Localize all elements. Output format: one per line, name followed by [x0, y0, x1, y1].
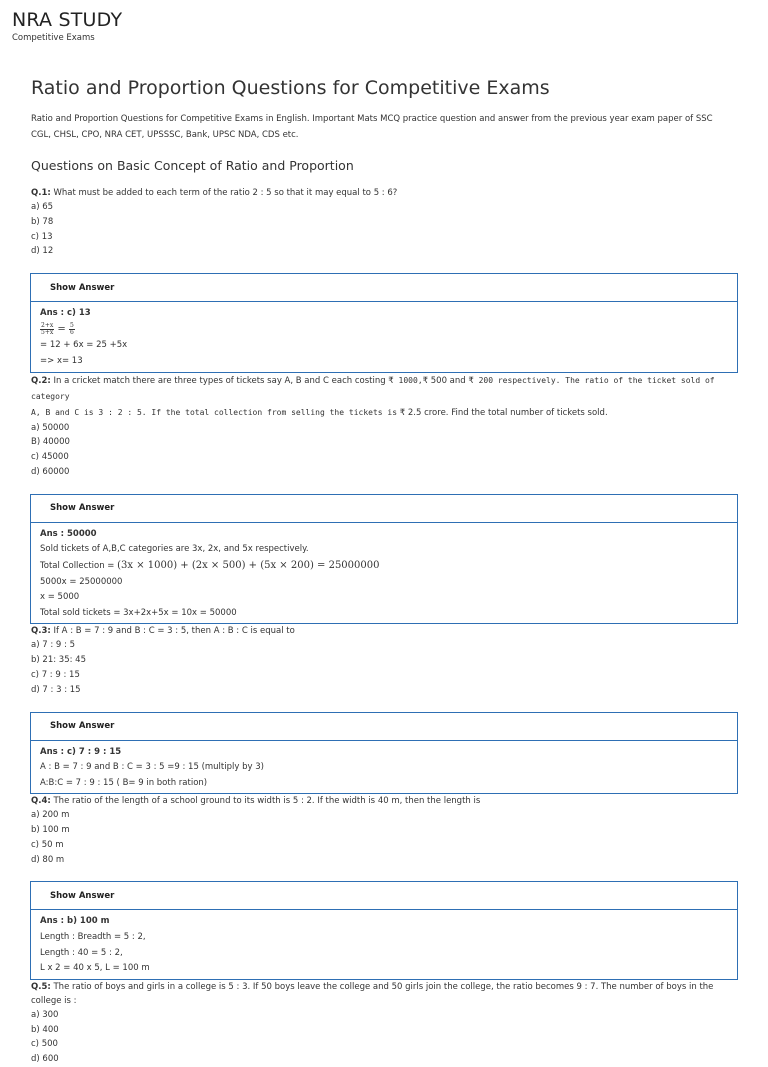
answer-step: 5000x = 25000000	[40, 576, 123, 587]
answer-step: Length : Breadth = 5 : 2,	[40, 932, 146, 943]
answer-box-2	[30, 494, 738, 625]
section-heading: Questions on Basic Concept of Ratio and Proportion	[31, 158, 354, 173]
option-c: c) 50 m	[31, 839, 64, 850]
question-2	[31, 373, 739, 480]
answer-box-3	[30, 712, 738, 795]
site-header	[12, 8, 122, 43]
answer-step: Length : 40 = 5 : 2,	[40, 947, 123, 958]
answer-step: Total Collection = (3x × 1000) + (2x × 500) + (5x × 200) = 25000000	[40, 559, 380, 571]
option-d: d) 60000	[31, 466, 70, 477]
answer-box-1	[30, 273, 738, 372]
option-d: d) 7 : 3 : 15	[31, 684, 81, 695]
answer-body	[31, 741, 737, 794]
question-text: Q.2: In a cricket match there are three types of tickets say A, B and C each costing ₹ 1000,₹ 500 and ₹ 200 respectively. The ratio of the ticket sold of category A, B and C is 3 : 2 : 5. If the total collection from selling the tickets is ₹ 2.5 crore. Find the total number of tickets sold.	[31, 375, 715, 418]
question-text	[31, 186, 739, 200]
site-tagline: Competitive Exams	[12, 33, 95, 43]
answer-title: Ans : c) 13	[40, 308, 91, 319]
answer-formula: $\frac{2+x}{5+x}$ = $\frac{5}{6}$	[41, 321, 74, 336]
option-d: d) 12	[31, 246, 54, 257]
answer-step: L x 2 = 40 x 5, L = 100 m	[40, 963, 150, 974]
option-b: b) 78	[31, 216, 54, 227]
option-b: B) 40000	[31, 437, 70, 448]
question-3	[31, 624, 739, 697]
answer-step: Sold tickets of A,B,C categories are 3x, 2x, and 5x respectively.	[40, 544, 309, 555]
option-b: b) 400	[31, 1024, 59, 1035]
answer-title: Ans : b) 100 m	[40, 916, 110, 927]
answer-title: Ans : 50000	[40, 528, 97, 539]
answer-box-4	[30, 881, 738, 979]
question-5	[31, 980, 739, 1067]
question-body: What must be added to each term of the ratio 2 : 5 so that it may equal to 5 : 6?	[50, 188, 398, 198]
answer-body	[31, 523, 737, 624]
option-d: d) 600	[31, 1054, 59, 1065]
fraction: $\frac{5}{6}$	[69, 321, 74, 336]
question-4	[31, 794, 739, 867]
fraction: $\frac{2+x}{5+x}$	[41, 321, 54, 336]
option-b: b) 100 m	[31, 825, 70, 836]
option-c: c) 45000	[31, 452, 69, 463]
question-number: Q.4:	[31, 796, 51, 807]
page-title: Ratio and Proportion Questions for Competitive Exams	[31, 77, 550, 99]
answer-formula: (3x × 1000) + (2x × 500) + (5x × 200) = 25000000	[117, 559, 380, 571]
answer-step: Total sold tickets = 3x+2x+5x = 10x = 50000	[40, 607, 237, 618]
option-a: a) 300	[31, 1009, 59, 1020]
question-text: Q.5: The ratio of boys and girls in a college is 5 : 3. If 50 boys leave the college and 50 girls join the college, the ratio becomes 9 : 7. The number of boys in the college is :	[31, 981, 714, 1006]
question-number: Q.3:	[31, 626, 51, 637]
answer-body	[31, 302, 737, 371]
show-answer-button[interactable]: Show Answer	[31, 713, 737, 741]
option-a: a) 200 m	[31, 810, 70, 821]
show-answer-button[interactable]: Show Answer	[31, 495, 737, 523]
option-d: d) 80 m	[31, 854, 65, 865]
question-text: Q.4: The ratio of the length of a school ground to its width is 5 : 2. If the width is 40 m, then the length is	[31, 796, 481, 807]
answer-title: Ans : c) 7 : 9 : 15	[40, 746, 122, 757]
article	[31, 76, 739, 1067]
question-number: Q.1:	[31, 188, 51, 198]
option-a: a) 50000	[31, 422, 70, 433]
show-answer-button[interactable]: Show Answer	[31, 274, 737, 302]
question-number: Q.2:	[31, 375, 51, 386]
answer-body	[31, 910, 737, 978]
show-answer-button[interactable]: Show Answer	[31, 882, 737, 910]
option-c: c) 13	[31, 231, 53, 242]
question-text: Q.3: If A : B = 7 : 9 and B : C = 3 : 5, then A : B : C is equal to	[31, 626, 295, 637]
answer-step: = 12 + 6x = 25 +5x	[40, 340, 128, 351]
option-c: c) 7 : 9 : 15	[31, 669, 80, 680]
site-title[interactable]: NRA STUDY	[12, 9, 123, 31]
option-b: b) 21: 35: 45	[31, 655, 86, 666]
question-1	[31, 186, 739, 259]
question-number: Q.5:	[31, 981, 51, 992]
intro-paragraph: Ratio and Proportion Questions for Competitive Exams in English. Important Mats MCQ practice question and answer from the previous year exam paper of SSC CGL, CHSL, CPO, NRA CET, UPSSSC, Bank, UPSC NDA, CDS etc.	[31, 114, 713, 140]
option-a: a) 65	[31, 202, 54, 212]
answer-step: A:B:C = 7 : 9 : 15 ( B= 9 in both ration)	[40, 777, 208, 788]
option-a: a) 7 : 9 : 5	[31, 640, 75, 651]
answer-step: x = 5000	[40, 592, 80, 603]
option-c: c) 500	[31, 1039, 58, 1050]
answer-step: A : B = 7 : 9 and B : C = 3 : 5 =9 : 15 (multiply by 3)	[40, 762, 264, 773]
answer-step: => x= 13	[40, 355, 83, 366]
